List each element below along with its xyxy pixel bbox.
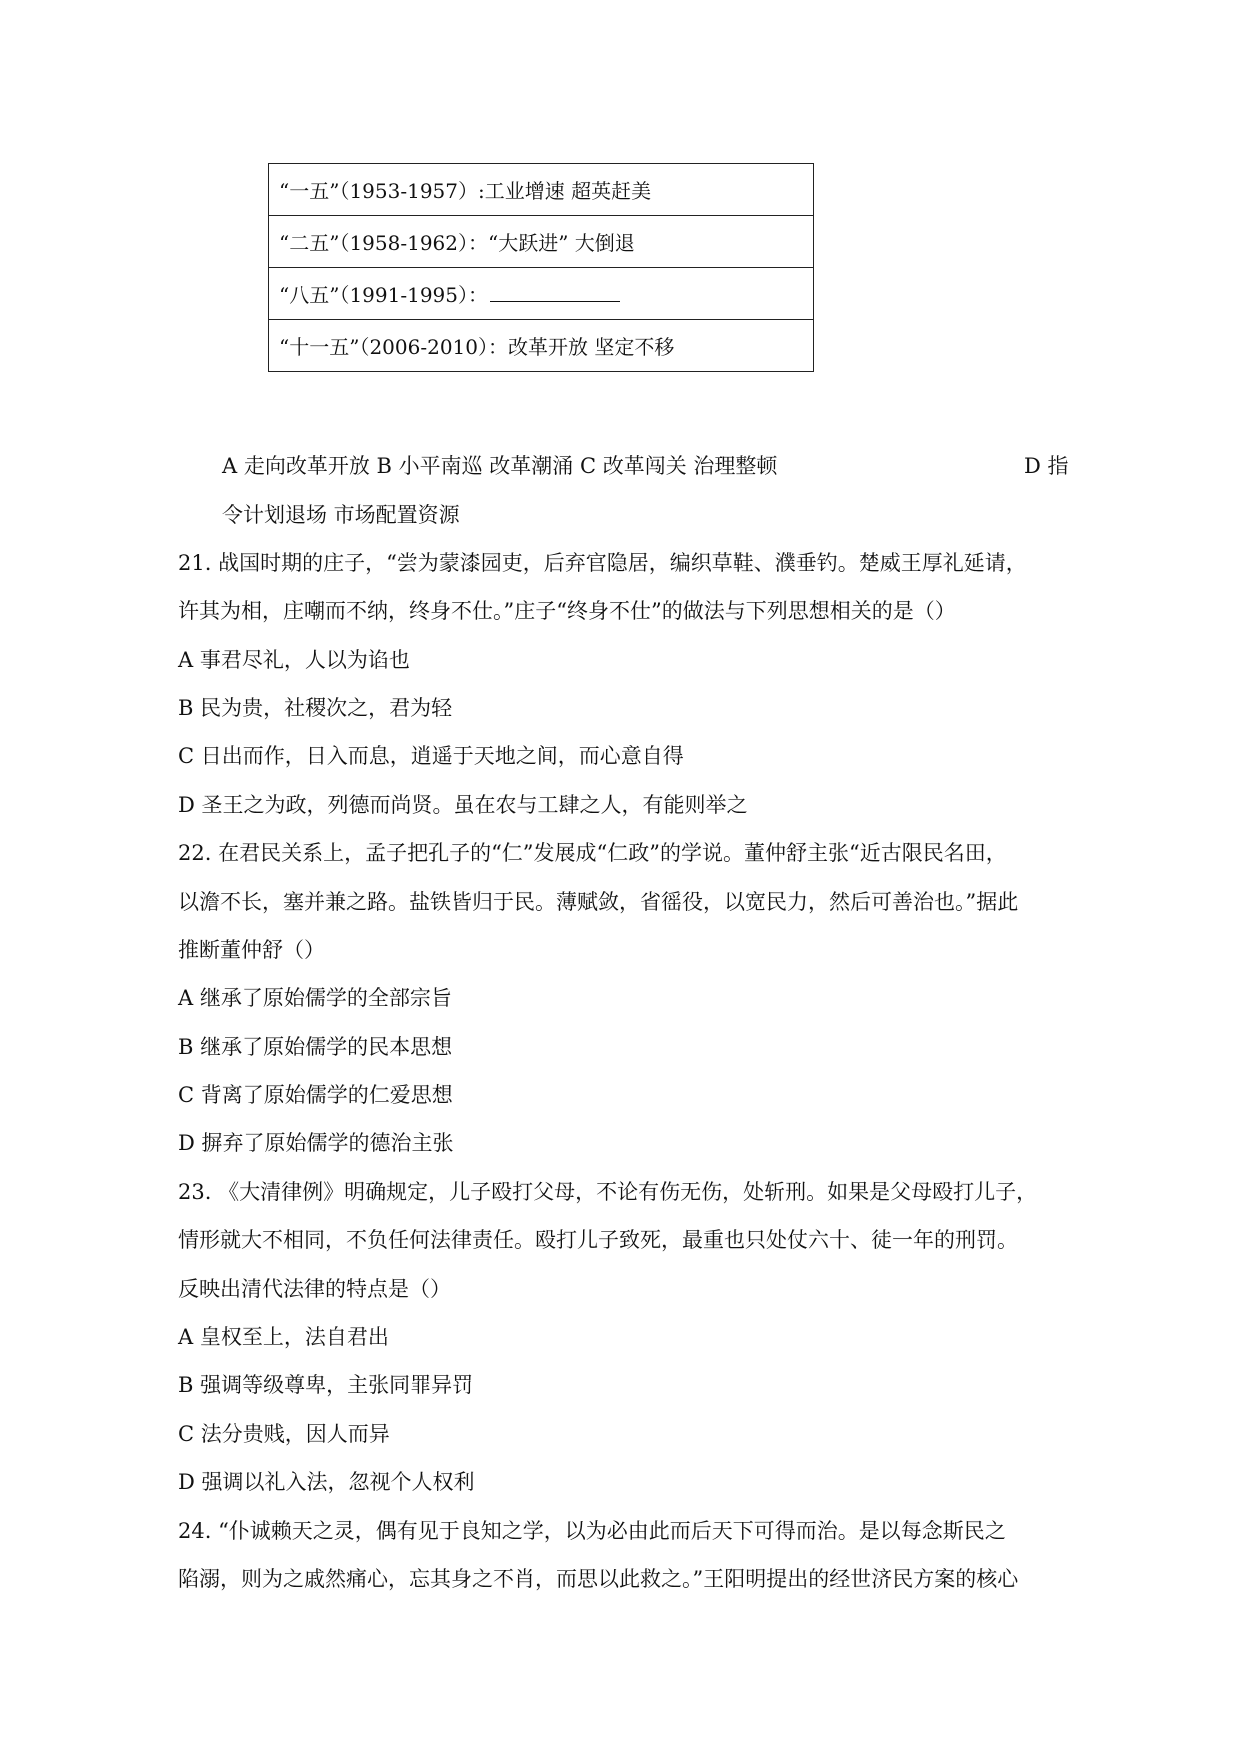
q24-stem-line2: 陷溺，则为之戚然痛心，忘其身之不肖，而思以此救之。”王阳明提出的经世济民方案的核心 [178,1567,1019,1591]
q21-stem-line2: 许其为相，庄嘲而不纳，终身不仕。”庄子“终身不仕”的做法与下列思想相关的是（） [178,599,956,623]
q23-stem-line1: 23. 《大清律例》明确规定，儿子殴打父母，不论有伤无伤，处斩刑。如果是父母殴打儿子， [178,1180,1038,1204]
q21-option-a: A 事君尽礼，人以为谄也 [178,648,410,672]
q22-option-c: C 背离了原始儒学的仁爱思想 [178,1083,453,1107]
table-cell-text: “八五”（1991-1995）： [279,283,489,307]
table-cell [269,268,814,320]
q23-option-c: C 法分贵贱，因人而异 [178,1422,390,1446]
q23-option-b: B 强调等级尊卑，主张同罪异罚 [178,1373,474,1397]
q21-option-d: D 圣王之为政，列德而尚贤。虽在农与工肆之人，有能则举之 [178,793,748,817]
q22-option-d: D 摒弃了原始儒学的德治主张 [178,1131,454,1155]
q21-option-b: B 民为贵，社稷次之，君为轻 [178,696,453,720]
q22-stem-line2: 以澹不长，塞并兼之路。盐铁皆归于民。薄赋敛，省徭役，以宽民力，然后可善治也。”据此 [178,890,1019,914]
answer-blank [490,283,620,302]
table-cell: “二五”（1958-1962）：“大跃进” 大倒退 [269,216,814,268]
table-row [269,164,814,216]
q20-options-line1: A 走向改革开放 B 小平南巡 改革潮涌 C 改革闯关 治理整顿 [222,454,778,478]
q23-option-d: D 强调以礼入法，忽视个人权利 [178,1470,475,1494]
q23-stem-line2: 情形就大不相同，不负任何法律责任。殴打儿子致死，最重也只处仗六十、徒一年的刑罚。 [178,1228,1018,1252]
table-row [269,268,814,320]
table-cell: “十一五”（2006-2010）：改革开放 坚定不移 [269,320,814,372]
table-cell: “一五”（1953-1957）:工业增速 超英赶美 [269,164,814,216]
q21-stem-line1: 21. 战国时期的庄子，“尝为蒙漆园吏，后弃官隐居，编织草鞋、濮垂钓。楚威王厚礼延请， [178,551,1027,575]
q22-option-a: A 继承了原始儒学的全部宗旨 [178,986,452,1010]
q23-stem-line3: 反映出清代法律的特点是（） [178,1277,451,1301]
five-year-plan-table [268,163,814,372]
q20-options-line2: 令计划退场 市场配置资源 [222,503,460,527]
q22-option-b: B 继承了原始儒学的民本思想 [178,1035,453,1059]
q22-stem-line1: 22. 在君民关系上，孟子把孔子的“仁”发展成“仁政”的学说。董仲舒主张“近古限民名田， [178,841,1007,865]
q23-option-a: A 皇权至上，法自君出 [178,1325,389,1349]
q22-stem-line3: 推断董仲舒（） [178,938,325,962]
q21-option-c: C 日出而作，日入而息，逍遥于天地之间，而心意自得 [178,744,684,768]
table-row [269,320,814,372]
q24-stem-line1: 24. “仆诚赖天之灵，偶有见于良知之学，以为必由此而后天下可得而治。是以每念斯民之 [178,1519,1006,1543]
q20-option-d-start: D 指 [1024,454,1069,478]
table-row [269,216,814,268]
